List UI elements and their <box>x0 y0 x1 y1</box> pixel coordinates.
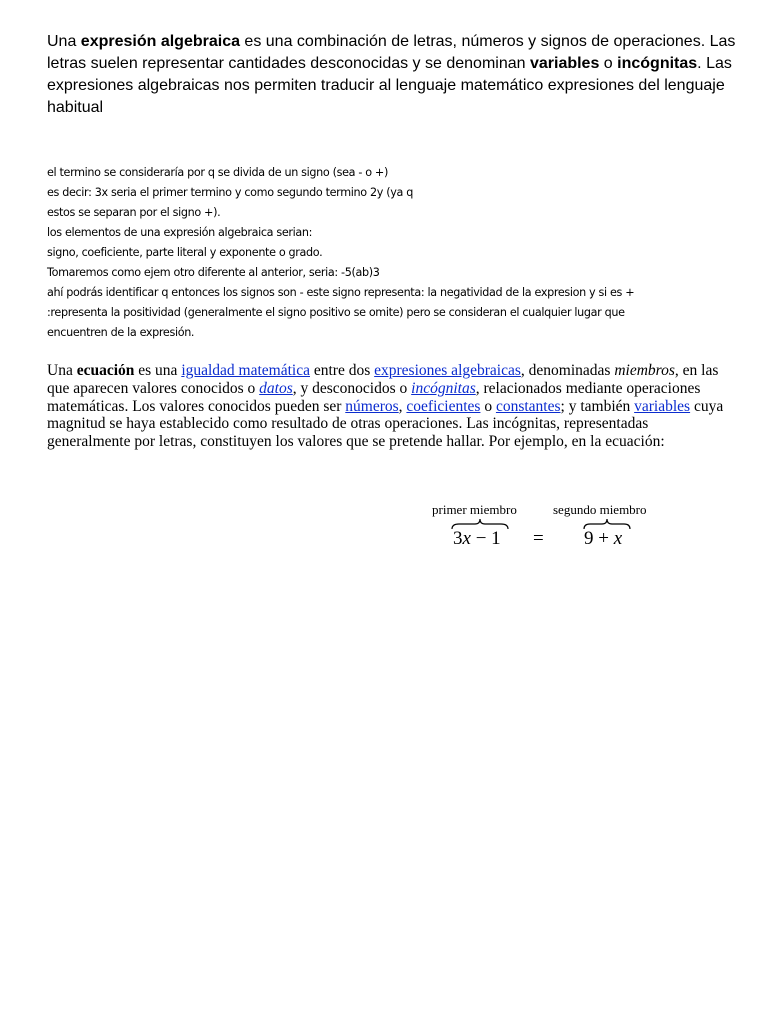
ecuacion-text: o <box>480 397 496 415</box>
ecuacion-text: entre dos <box>310 362 375 379</box>
note-line: estos se separan por el signo +). <box>47 206 221 219</box>
term-incognitas: incógnitas <box>617 55 698 72</box>
intro-paragraph <box>47 31 737 119</box>
note-line: ahí podrás identificar q entonces los signos son - este signo representa: la negatividad de la expresion y si es + <box>47 286 635 299</box>
note-line: es decir: 3x seria el primer termino y como segundo termino 2y (ya q <box>47 186 413 199</box>
term-variables: variables <box>529 55 600 72</box>
intro-text: Una <box>47 33 81 50</box>
link-constantes[interactable]: constantes <box>495 397 561 415</box>
link-igualdad-matematica[interactable]: igualdad matemática <box>181 362 310 379</box>
link-datos-label: datos <box>259 379 293 397</box>
var-x: x <box>613 528 623 549</box>
term-expresion-algebraica: expresión algebraica <box>80 33 240 50</box>
equals-sign: = <box>533 528 544 549</box>
link-coeficientes[interactable]: coeficientes <box>406 397 481 415</box>
label-primer-miembro: primer miembro <box>432 502 517 517</box>
notes-block <box>47 163 747 343</box>
link-incognitas[interactable] <box>411 380 476 397</box>
link-variables[interactable]: variables <box>634 397 691 415</box>
link-incognitas-label: incógnitas <box>411 379 476 397</box>
equation-figure <box>425 498 670 558</box>
ecuacion-paragraph <box>47 362 727 451</box>
var-x: x <box>462 528 471 549</box>
expr-right: 9 + x <box>584 528 623 549</box>
ecuacion-text: cuya magnitud se haya establecido como resultado de otras operaciones. Las incógnitas, representadas generalmente por letras, constituyen los valores que se pretende hallar. Por ejemplo, en la ecuación: <box>47 397 724 451</box>
note-line: los elementos de una expresión algebraica serian: <box>47 226 313 239</box>
label-segundo-miembro: segundo miembro <box>553 502 647 517</box>
term-miembros: miembros <box>614 362 675 379</box>
note-line: signo, coeficiente, parte literal y exponente o grado. <box>47 246 323 259</box>
ecuacion-text: , <box>398 397 407 415</box>
note-line: encuentren de la expresión. <box>47 326 195 339</box>
ecuacion-text: , relacionados mediante operaciones matemáticas. Los valores conocidos pueden ser <box>47 379 701 415</box>
ecuacion-text: , y desconocidos o <box>292 379 412 397</box>
intro-text: o <box>599 55 618 72</box>
term-ecuacion: ecuación <box>76 362 135 379</box>
ecuacion-text: ; y también <box>560 397 635 415</box>
note-line: :representa la positividad (generalmente el signo positivo se omite) pero se consideran el cualquier lugar que <box>47 306 625 319</box>
note-line: el termino se consideraría por q se divida de un signo (sea - o +) <box>47 166 388 179</box>
intro-text: . Las expresiones algebraicas nos permiten traducir al lenguaje matemático expresiones del lenguaje habitual <box>47 55 732 116</box>
note-line: Tomaremos como ejem otro diferente al anterior, seria: -5(ab)3 <box>47 266 380 279</box>
link-expresiones-algebraicas[interactable]: expresiones algebraicas <box>374 362 521 379</box>
ecuacion-text: es una <box>134 362 182 379</box>
ecuacion-text: , en las que aparecen valores conocidos o <box>47 362 719 397</box>
intro-text: es una combinación de letras, números y signos de operaciones. Las letras suelen representar cantidades desconocidas y se denominan <box>47 33 736 72</box>
link-numeros[interactable]: números <box>345 397 399 415</box>
expr-left: 3x − 1 <box>453 528 501 549</box>
ecuacion-text: , denominadas <box>520 362 615 379</box>
link-datos[interactable] <box>259 380 293 397</box>
ecuacion-text: Una <box>47 362 77 379</box>
